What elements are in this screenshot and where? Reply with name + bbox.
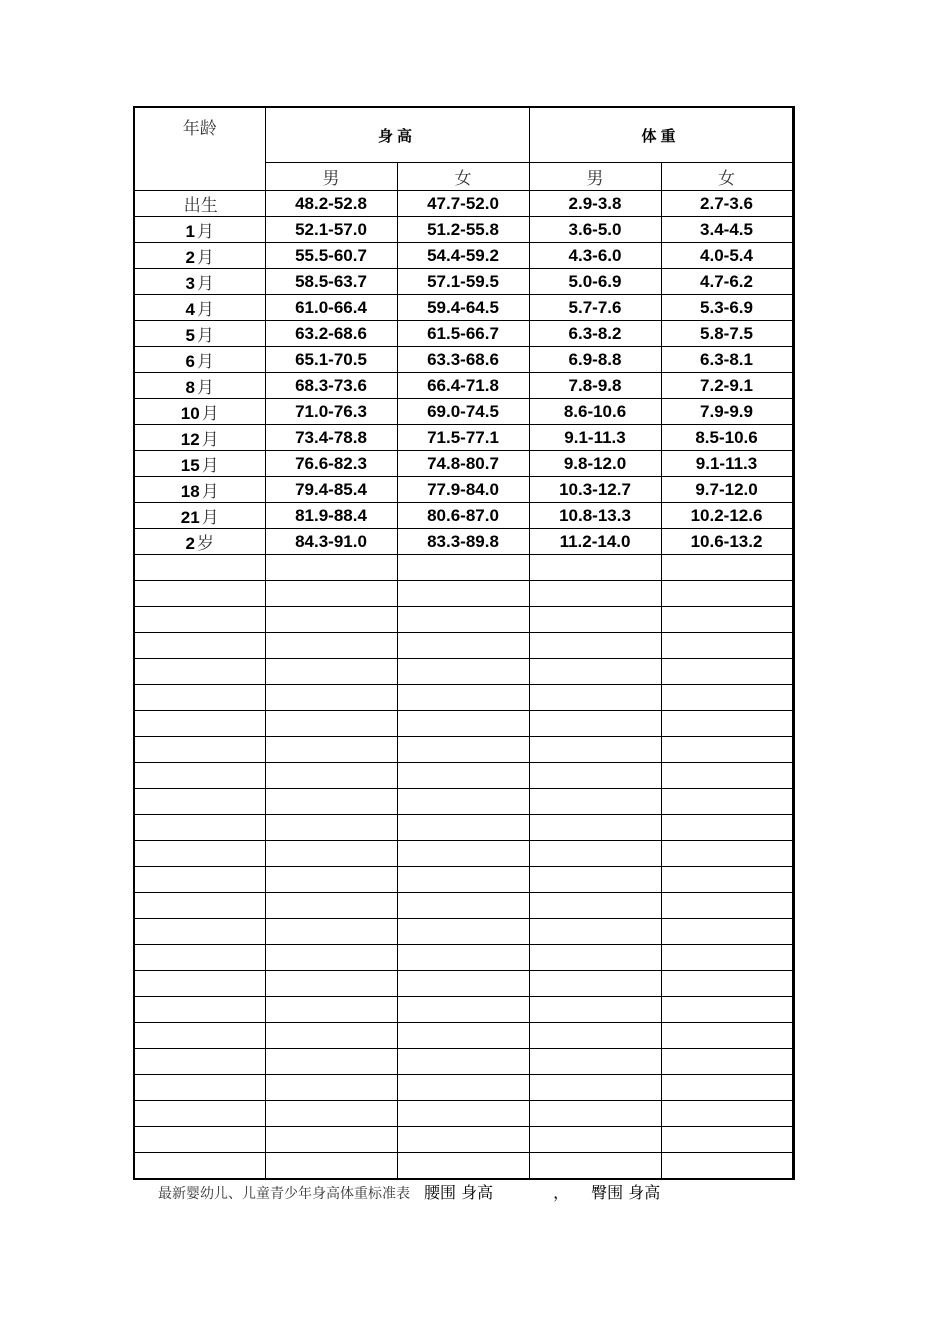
empty-cell xyxy=(265,997,397,1023)
age-cell xyxy=(134,191,265,217)
age-unit: 月 xyxy=(201,404,219,424)
empty-cell xyxy=(529,555,661,581)
weight-male-cell: 3.6-5.0 xyxy=(529,217,661,243)
age-number: 2 xyxy=(185,534,195,553)
table-row xyxy=(134,321,793,347)
empty-cell xyxy=(265,555,397,581)
height-female-cell: 66.4-71.8 xyxy=(397,373,529,399)
footer-separator: ， xyxy=(553,1183,570,1202)
empty-table-row xyxy=(134,1101,793,1127)
height-female-cell: 61.5-66.7 xyxy=(397,321,529,347)
empty-table-row xyxy=(134,1153,793,1180)
empty-cell xyxy=(529,997,661,1023)
empty-cell xyxy=(397,737,529,763)
empty-cell xyxy=(134,1153,265,1180)
footer-terms-2: 臀围 身高 xyxy=(591,1183,661,1202)
table-row xyxy=(134,217,793,243)
age-number: 10 xyxy=(180,404,200,423)
weight-male-cell: 9.8-12.0 xyxy=(529,451,661,477)
empty-cell xyxy=(265,919,397,945)
empty-cell xyxy=(265,841,397,867)
weight-female-cell: 8.5-10.6 xyxy=(661,425,793,451)
empty-cell xyxy=(397,971,529,997)
height-male-cell: 61.0-66.4 xyxy=(265,295,397,321)
empty-cell xyxy=(134,633,265,659)
empty-cell xyxy=(529,1101,661,1127)
empty-table-row xyxy=(134,945,793,971)
empty-cell xyxy=(529,945,661,971)
empty-cell xyxy=(265,971,397,997)
age-number: 1 xyxy=(185,222,195,241)
empty-cell xyxy=(134,581,265,607)
empty-table-row xyxy=(134,1023,793,1049)
weight-female-cell: 5.3-6.9 xyxy=(661,295,793,321)
empty-cell xyxy=(529,919,661,945)
weight-female-cell: 10.6-13.2 xyxy=(661,529,793,555)
empty-cell xyxy=(265,1153,397,1180)
empty-cell xyxy=(397,1049,529,1075)
table-row xyxy=(134,399,793,425)
empty-cell xyxy=(661,607,793,633)
empty-cell xyxy=(529,763,661,789)
age-unit: 月 xyxy=(196,352,214,372)
height-male-cell: 71.0-76.3 xyxy=(265,399,397,425)
empty-table-row xyxy=(134,555,793,581)
age-unit: 月 xyxy=(196,378,214,398)
empty-table-row xyxy=(134,581,793,607)
empty-cell xyxy=(397,1023,529,1049)
height-female-cell: 74.8-80.7 xyxy=(397,451,529,477)
empty-cell xyxy=(661,867,793,893)
empty-cell xyxy=(134,1049,265,1075)
weight-male-cell: 9.1-11.3 xyxy=(529,425,661,451)
age-number: 3 xyxy=(185,274,195,293)
empty-cell xyxy=(397,867,529,893)
table-header-row xyxy=(134,107,793,163)
age-cell xyxy=(134,399,265,425)
empty-cell xyxy=(265,1101,397,1127)
empty-cell xyxy=(265,659,397,685)
empty-cell xyxy=(265,607,397,633)
height-group-header: 身高 xyxy=(265,107,529,163)
empty-cell xyxy=(397,555,529,581)
empty-cell xyxy=(397,1075,529,1101)
empty-cell xyxy=(661,971,793,997)
table-caption: 最新婴幼儿、儿童青少年身高体重标准表 xyxy=(158,1186,410,1202)
table-row xyxy=(134,425,793,451)
empty-cell xyxy=(529,659,661,685)
weight-male-cell: 2.9-3.8 xyxy=(529,191,661,217)
weight-female-cell: 7.2-9.1 xyxy=(661,373,793,399)
weight-male-cell: 6.9-8.8 xyxy=(529,347,661,373)
weight-male-cell: 6.3-8.2 xyxy=(529,321,661,347)
weight-female-cell: 4.0-5.4 xyxy=(661,243,793,269)
age-cell xyxy=(134,529,265,555)
empty-table-row xyxy=(134,919,793,945)
height-female-cell: 57.1-59.5 xyxy=(397,269,529,295)
empty-cell xyxy=(265,685,397,711)
empty-cell xyxy=(397,997,529,1023)
height-female-cell: 71.5-77.1 xyxy=(397,425,529,451)
empty-cell xyxy=(529,789,661,815)
age-cell xyxy=(134,295,265,321)
empty-table-row xyxy=(134,633,793,659)
empty-cell xyxy=(661,685,793,711)
empty-table-row xyxy=(134,711,793,737)
empty-cell xyxy=(661,1101,793,1127)
table-footer xyxy=(158,1180,660,1203)
height-male-cell: 81.9-88.4 xyxy=(265,503,397,529)
empty-cell xyxy=(661,1127,793,1153)
empty-cell xyxy=(265,1127,397,1153)
empty-cell xyxy=(661,893,793,919)
empty-cell xyxy=(134,555,265,581)
empty-cell xyxy=(661,789,793,815)
empty-cell xyxy=(397,789,529,815)
empty-cell xyxy=(134,737,265,763)
height-male-cell: 79.4-85.4 xyxy=(265,477,397,503)
weight-female-cell: 9.1-11.3 xyxy=(661,451,793,477)
empty-table-row xyxy=(134,1127,793,1153)
footer-terms: 腰围 身高 xyxy=(424,1183,494,1202)
weight-female-cell: 5.8-7.5 xyxy=(661,321,793,347)
weight-male-cell: 10.3-12.7 xyxy=(529,477,661,503)
height-weight-table xyxy=(133,106,795,1180)
empty-cell xyxy=(397,841,529,867)
empty-cell xyxy=(529,607,661,633)
table-row xyxy=(134,477,793,503)
empty-table-row xyxy=(134,763,793,789)
empty-cell xyxy=(661,763,793,789)
age-cell xyxy=(134,321,265,347)
empty-cell xyxy=(134,945,265,971)
height-male-cell: 84.3-91.0 xyxy=(265,529,397,555)
table-row xyxy=(134,451,793,477)
weight-male-cell: 11.2-14.0 xyxy=(529,529,661,555)
age-unit: 岁 xyxy=(196,534,214,554)
empty-cell xyxy=(134,997,265,1023)
empty-table-row xyxy=(134,997,793,1023)
empty-cell xyxy=(397,711,529,737)
age-number: 4 xyxy=(185,300,195,319)
age-cell xyxy=(134,243,265,269)
empty-cell xyxy=(397,1127,529,1153)
height-male-cell: 48.2-52.8 xyxy=(265,191,397,217)
weight-male-cell: 5.0-6.9 xyxy=(529,269,661,295)
empty-table-row xyxy=(134,659,793,685)
table-row xyxy=(134,373,793,399)
empty-cell xyxy=(265,1023,397,1049)
empty-cell xyxy=(661,555,793,581)
empty-cell xyxy=(134,919,265,945)
empty-cell xyxy=(529,1153,661,1180)
empty-cell xyxy=(529,841,661,867)
empty-cell xyxy=(397,1101,529,1127)
weight-male-header: 男 xyxy=(529,163,661,191)
height-male-cell: 63.2-68.6 xyxy=(265,321,397,347)
empty-table-row xyxy=(134,893,793,919)
empty-cell xyxy=(529,893,661,919)
empty-cell xyxy=(529,971,661,997)
weight-female-cell: 2.7-3.6 xyxy=(661,191,793,217)
empty-cell xyxy=(134,815,265,841)
empty-cell xyxy=(134,1023,265,1049)
empty-table-row xyxy=(134,971,793,997)
age-unit: 月 xyxy=(201,456,219,476)
age-unit: 月 xyxy=(201,482,219,502)
empty-cell xyxy=(529,1127,661,1153)
table-row xyxy=(134,347,793,373)
empty-table-row xyxy=(134,737,793,763)
table-row xyxy=(134,503,793,529)
height-female-cell: 63.3-68.6 xyxy=(397,347,529,373)
empty-cell xyxy=(134,763,265,789)
height-female-cell: 59.4-64.5 xyxy=(397,295,529,321)
weight-female-cell: 9.7-12.0 xyxy=(661,477,793,503)
empty-cell xyxy=(265,763,397,789)
empty-cell xyxy=(529,737,661,763)
empty-cell xyxy=(265,789,397,815)
empty-cell xyxy=(397,945,529,971)
table-row xyxy=(134,191,793,217)
weight-female-cell: 6.3-8.1 xyxy=(661,347,793,373)
empty-cell xyxy=(661,1049,793,1075)
empty-table-row xyxy=(134,789,793,815)
height-female-cell: 54.4-59.2 xyxy=(397,243,529,269)
height-male-cell: 76.6-82.3 xyxy=(265,451,397,477)
age-unit: 月 xyxy=(196,300,214,320)
age-number: 6 xyxy=(185,352,195,371)
age-number: 5 xyxy=(185,326,195,345)
age-number: 8 xyxy=(185,378,195,397)
empty-cell xyxy=(661,1153,793,1180)
weight-male-cell: 4.3-6.0 xyxy=(529,243,661,269)
empty-cell xyxy=(661,919,793,945)
weight-male-cell: 5.7-7.6 xyxy=(529,295,661,321)
age-cell xyxy=(134,217,265,243)
empty-cell xyxy=(265,633,397,659)
empty-cell xyxy=(134,685,265,711)
empty-cell xyxy=(265,1049,397,1075)
empty-cell xyxy=(661,815,793,841)
height-female-cell: 80.6-87.0 xyxy=(397,503,529,529)
age-unit: 月 xyxy=(201,430,219,450)
height-male-cell: 73.4-78.8 xyxy=(265,425,397,451)
age-unit: 月 xyxy=(196,274,214,294)
age-number: 12 xyxy=(180,430,200,449)
empty-cell xyxy=(661,711,793,737)
weight-male-cell: 10.8-13.3 xyxy=(529,503,661,529)
age-cell xyxy=(134,269,265,295)
empty-cell xyxy=(134,1127,265,1153)
empty-cell xyxy=(529,633,661,659)
weight-male-cell: 7.8-9.8 xyxy=(529,373,661,399)
empty-cell xyxy=(529,815,661,841)
empty-cell xyxy=(661,633,793,659)
empty-cell xyxy=(265,893,397,919)
empty-cell xyxy=(397,815,529,841)
age-number: 15 xyxy=(180,456,200,475)
age-number: 18 xyxy=(180,482,200,501)
age-unit: 月 xyxy=(196,326,214,346)
height-male-cell: 55.5-60.7 xyxy=(265,243,397,269)
table-row xyxy=(134,269,793,295)
empty-cell xyxy=(265,737,397,763)
table-row xyxy=(134,243,793,269)
empty-table-row xyxy=(134,685,793,711)
empty-cell xyxy=(265,945,397,971)
empty-cell xyxy=(134,711,265,737)
empty-cell xyxy=(134,893,265,919)
empty-table-row xyxy=(134,1049,793,1075)
weight-female-cell: 4.7-6.2 xyxy=(661,269,793,295)
empty-cell xyxy=(661,1023,793,1049)
height-female-cell: 69.0-74.5 xyxy=(397,399,529,425)
height-female-cell: 47.7-52.0 xyxy=(397,191,529,217)
empty-cell xyxy=(529,1049,661,1075)
empty-cell xyxy=(397,893,529,919)
age-cell xyxy=(134,373,265,399)
empty-cell xyxy=(134,607,265,633)
age-number: 21 xyxy=(180,508,200,527)
age-unit: 出生 xyxy=(183,196,218,216)
empty-cell xyxy=(397,633,529,659)
table-row xyxy=(134,295,793,321)
empty-cell xyxy=(529,867,661,893)
empty-table-row xyxy=(134,607,793,633)
weight-female-header: 女 xyxy=(661,163,793,191)
age-cell xyxy=(134,477,265,503)
height-male-cell: 52.1-57.0 xyxy=(265,217,397,243)
empty-cell xyxy=(397,1153,529,1180)
empty-cell xyxy=(265,581,397,607)
weight-male-cell: 8.6-10.6 xyxy=(529,399,661,425)
empty-cell xyxy=(134,659,265,685)
height-female-cell: 51.2-55.8 xyxy=(397,217,529,243)
empty-cell xyxy=(265,1075,397,1101)
height-female-header: 女 xyxy=(397,163,529,191)
empty-cell xyxy=(134,789,265,815)
weight-female-cell: 7.9-9.9 xyxy=(661,399,793,425)
empty-table-row xyxy=(134,815,793,841)
empty-cell xyxy=(397,763,529,789)
empty-cell xyxy=(397,659,529,685)
height-female-cell: 77.9-84.0 xyxy=(397,477,529,503)
empty-cell xyxy=(529,1023,661,1049)
empty-cell xyxy=(134,867,265,893)
weight-female-cell: 3.4-4.5 xyxy=(661,217,793,243)
age-cell xyxy=(134,347,265,373)
empty-table-row xyxy=(134,841,793,867)
table-row xyxy=(134,529,793,555)
empty-cell xyxy=(134,1075,265,1101)
empty-cell xyxy=(397,919,529,945)
age-unit: 月 xyxy=(196,222,214,242)
age-cell xyxy=(134,425,265,451)
empty-cell xyxy=(661,737,793,763)
age-number: 2 xyxy=(185,248,195,267)
age-cell xyxy=(134,451,265,477)
empty-cell xyxy=(661,997,793,1023)
empty-cell xyxy=(529,1075,661,1101)
height-male-cell: 65.1-70.5 xyxy=(265,347,397,373)
empty-cell xyxy=(397,685,529,711)
empty-cell xyxy=(265,867,397,893)
empty-table-row xyxy=(134,1075,793,1101)
empty-cell xyxy=(265,711,397,737)
empty-cell xyxy=(529,711,661,737)
height-male-cell: 68.3-73.6 xyxy=(265,373,397,399)
weight-group-header: 体重 xyxy=(529,107,793,163)
empty-table-row xyxy=(134,867,793,893)
empty-cell xyxy=(397,607,529,633)
empty-cell xyxy=(661,841,793,867)
empty-cell xyxy=(529,581,661,607)
weight-female-cell: 10.2-12.6 xyxy=(661,503,793,529)
height-female-cell: 83.3-89.8 xyxy=(397,529,529,555)
empty-cell xyxy=(134,971,265,997)
empty-cell xyxy=(134,841,265,867)
height-male-cell: 58.5-63.7 xyxy=(265,269,397,295)
empty-cell xyxy=(661,581,793,607)
age-unit: 月 xyxy=(201,508,219,528)
age-unit: 月 xyxy=(196,248,214,268)
empty-cell xyxy=(661,1075,793,1101)
age-column-header: 年龄 xyxy=(134,107,265,191)
empty-cell xyxy=(265,815,397,841)
empty-cell xyxy=(661,945,793,971)
empty-cell xyxy=(397,581,529,607)
empty-cell xyxy=(134,1101,265,1127)
empty-cell xyxy=(661,659,793,685)
height-male-header: 男 xyxy=(265,163,397,191)
age-cell xyxy=(134,503,265,529)
empty-cell xyxy=(529,685,661,711)
